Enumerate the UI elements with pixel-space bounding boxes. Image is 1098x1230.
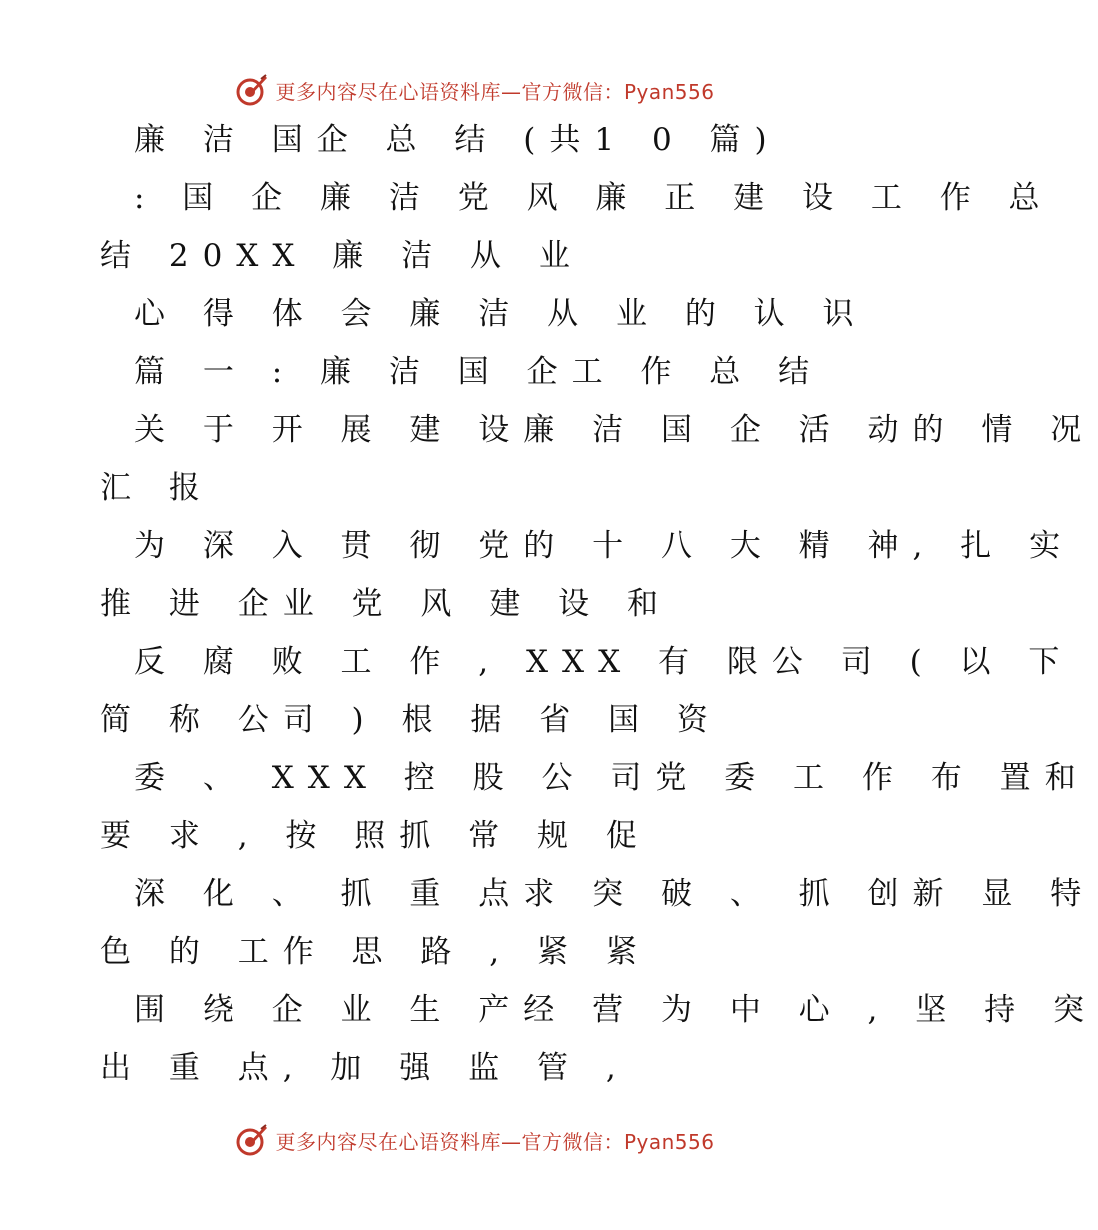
document-line: 篇 一 : 廉 洁 国 企工 作 总 结	[134, 354, 824, 390]
document-line: 关 于 开 展 建 设廉 洁 国 企 活 动的 情 况	[134, 412, 1096, 448]
header-watermark-banner	[0, 70, 950, 110]
feather-pen-logo-icon	[235, 73, 269, 107]
document-line: : 国 企 廉 洁 党 风 廉 正 建 设 工 作 总	[134, 180, 1054, 216]
watermark-separator: —	[500, 79, 522, 104]
document-line: 出 重 点, 加 强 监 管 ,	[100, 1050, 630, 1086]
watermark-main-text: 更多内容尽在心语资料库	[275, 79, 501, 104]
document-line: 委 、 XXX 控 股 公 司党 委 工 作 布 置和	[134, 760, 1090, 796]
document-line: 汇 报	[100, 470, 214, 506]
document-line: 心 得 体 会 廉 洁 从 业 的 认 识	[134, 296, 868, 332]
watermark-text	[275, 1126, 714, 1155]
document-line: 色 的 工作 思 路 , 紧 紧	[100, 934, 651, 970]
document-line: 推 进 企业 党 风 建 设 和	[100, 586, 672, 622]
watermark-wechat-text: 官方微信：Pyan556	[521, 79, 715, 104]
document-line: 要 求 , 按 照抓 常 规 促	[100, 818, 651, 854]
document-line: 反 腐 败 工 作 , XXX 有 限公 司 ( 以 下	[134, 644, 1074, 680]
document-line: 深 化 、 抓 重 点求 突 破 、 抓 创新 显 特	[134, 876, 1096, 912]
document-line: 围 绕 企 业 生 产经 营 为 中 心 , 坚 持 突	[134, 992, 1098, 1028]
watermark-wechat-text: 官方微信：Pyan556	[521, 1129, 715, 1154]
document-line: 结 20XX 廉 洁 从 业	[100, 238, 584, 274]
document-line: 为 深 入 贯 彻 党的 十 八 大 精 神, 扎 实	[134, 528, 1075, 564]
feather-pen-logo-icon	[235, 1123, 269, 1157]
watermark-separator: —	[500, 1129, 522, 1154]
watermark-main-text: 更多内容尽在心语资料库	[275, 1129, 501, 1154]
document-line: 简 称 公司 ) 根 据 省 国 资	[100, 702, 722, 738]
document-line: 廉 洁 国企 总 结 (共1 0 篇)	[134, 122, 781, 158]
watermark-text	[275, 76, 714, 105]
footer-watermark-banner	[0, 1120, 950, 1160]
